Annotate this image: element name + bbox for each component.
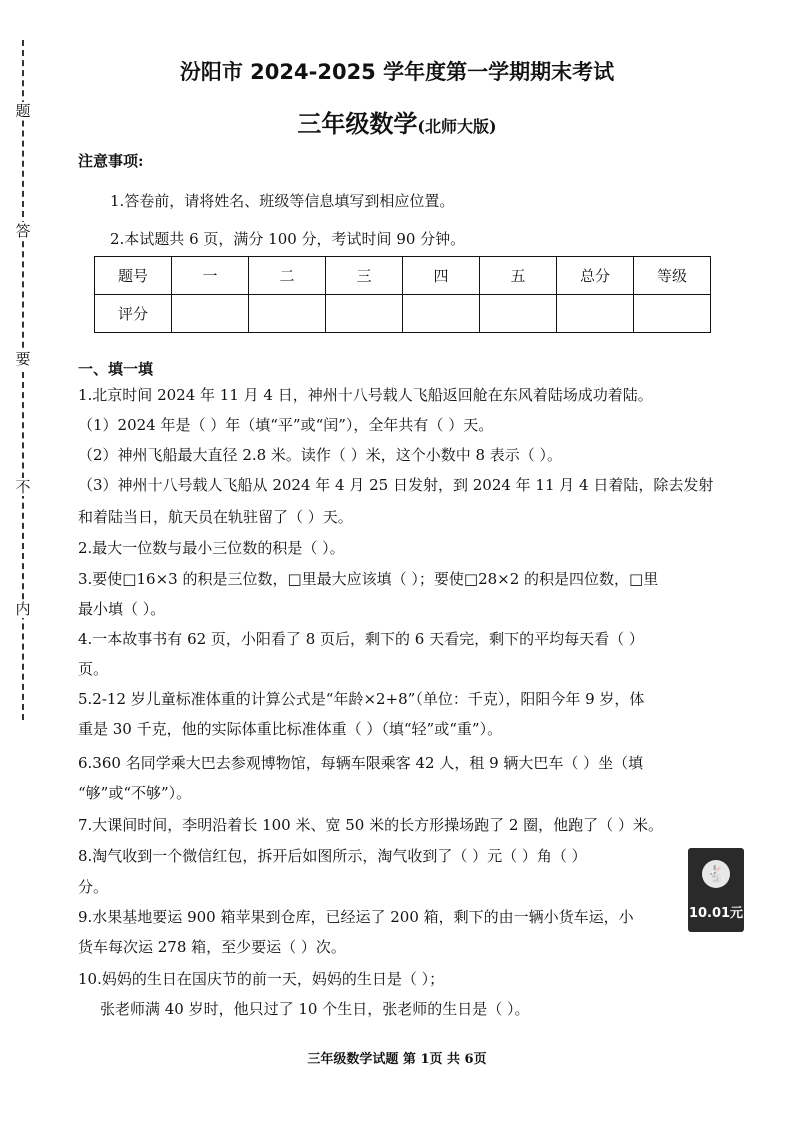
table-header-cell: 题号 xyxy=(95,257,172,295)
score-cell[interactable] xyxy=(172,295,249,333)
score-cell[interactable] xyxy=(634,295,711,333)
score-cell[interactable] xyxy=(403,295,480,333)
question-line: （2）神州飞船最大直径 2.8 米。读作（ ）米，这个小数中 8 表示（ ）。 xyxy=(78,446,563,464)
note-item: 2.本试题共 6 页，满分 100 分，考试时间 90 分钟。 xyxy=(110,230,466,248)
subject-name: 三年级数学 xyxy=(297,109,418,138)
table-header-cell: 五 xyxy=(480,257,557,295)
score-table xyxy=(94,256,711,333)
score-cell[interactable] xyxy=(480,295,557,333)
question-line: 1.北京时间 2024 年 11 月 4 日，神州十八号载人飞船返回舱在东风着陆场成功着陆。 xyxy=(78,386,653,404)
score-cell[interactable] xyxy=(326,295,403,333)
question-line: 页。 xyxy=(78,660,109,678)
question-line: 货车每次运 278 箱，至少要运（ ）次。 xyxy=(78,938,346,956)
question-line: 和着陆当日，航天员在轨驻留了（ ）天。 xyxy=(78,508,353,526)
score-cell[interactable] xyxy=(249,295,326,333)
question-line: （1）2024 年是（ ）年（填“平”或“闰”），全年共有（ ）天。 xyxy=(78,416,494,434)
question-line: 2.最大一位数与最小三位数的积是（ ）。 xyxy=(78,539,345,557)
question-line: 6.360 名同学乘大巴去参观博物馆，每辆车限乘客 42 人，租 9 辆大巴车（ ）坐（填 xyxy=(78,754,644,772)
score-cell[interactable] xyxy=(557,295,634,333)
exam-subject xyxy=(0,104,794,139)
table-header-cell: 二 xyxy=(249,257,326,295)
margin-char: 要 xyxy=(15,350,31,368)
question-line: （3）神州十八号载人飞船从 2024 年 4 月 25 日发射，到 2024 年 11 月 4 日着陆，除去发射 xyxy=(78,476,714,494)
red-packet-amount: 10.01元 xyxy=(688,906,744,921)
margin-char: 答 xyxy=(15,222,31,240)
question-line: 最小填（ ）。 xyxy=(78,600,166,618)
wechat-red-packet-image xyxy=(688,848,744,932)
question-line: 张老师满 40 岁时，他只过了 10 个生日，张老师的生日是（ ）。 xyxy=(100,1000,530,1018)
table-header-cell: 四 xyxy=(403,257,480,295)
margin-char: 内 xyxy=(15,600,31,618)
section-heading: 一、填一填 xyxy=(78,360,154,378)
question-line: 重是 30 千克，他的实际体重比标准体重（ ）（填“轻”或“重”）。 xyxy=(78,720,503,738)
question-line: 7.大课间时间，李明沿着长 100 米、宽 50 米的长方形操场跑了 2 圈，他跑了（ ）米。 xyxy=(78,816,663,834)
notes-heading: 注意事项: xyxy=(78,152,144,170)
table-header-cell: 三 xyxy=(326,257,403,295)
question-line: “够”或“不够”）。 xyxy=(78,784,192,802)
rabbit-icon: 🐇 xyxy=(702,860,730,888)
question-line: 10.妈妈的生日在国庆节的前一天，妈妈的生日是（ ）； xyxy=(78,970,445,988)
exam-title: 汾阳市 2024-2025 学年度第一学期期末考试 xyxy=(179,60,615,84)
score-table-header-row xyxy=(95,257,711,295)
table-header-cell: 等级 xyxy=(634,257,711,295)
margin-char: 不 xyxy=(15,478,31,496)
edition-label: (北师大版) xyxy=(417,117,497,136)
question-line: 3.要使□16×3 的积是三位数，□里最大应该填（ ）；要使□28×2 的积是四位数，□里 xyxy=(78,570,659,588)
table-header-cell: 总分 xyxy=(557,257,634,295)
note-item: 1.答卷前，请将姓名、班级等信息填写到相应位置。 xyxy=(110,192,455,210)
question-line: 5.2-12 岁儿童标准体重的计算公式是“年龄×2+8”（单位：千克），阳阳今年 9 岁，体 xyxy=(78,690,645,708)
score-table-row xyxy=(95,295,711,333)
binding-margin-line xyxy=(22,40,24,720)
page-footer: 三年级数学试题 第 1页 共 6页 xyxy=(307,1052,487,1067)
question-line: 8.淘气收到一个微信红包，拆开后如图所示，淘气收到了（ ）元（ ）角（ ） xyxy=(78,847,587,865)
row-label-cell: 评分 xyxy=(95,295,172,333)
question-line: 4.一本故事书有 62 页，小阳看了 8 页后，剩下的 6 天看完，剩下的平均每天看（ ） xyxy=(78,630,644,648)
question-line: 分。 xyxy=(78,878,109,896)
table-header-cell: 一 xyxy=(172,257,249,295)
margin-char: 题 xyxy=(15,102,31,120)
question-line: 9.水果基地要运 900 箱苹果到仓库，已经运了 200 箱，剩下的由一辆小货车运，小 xyxy=(78,908,634,926)
